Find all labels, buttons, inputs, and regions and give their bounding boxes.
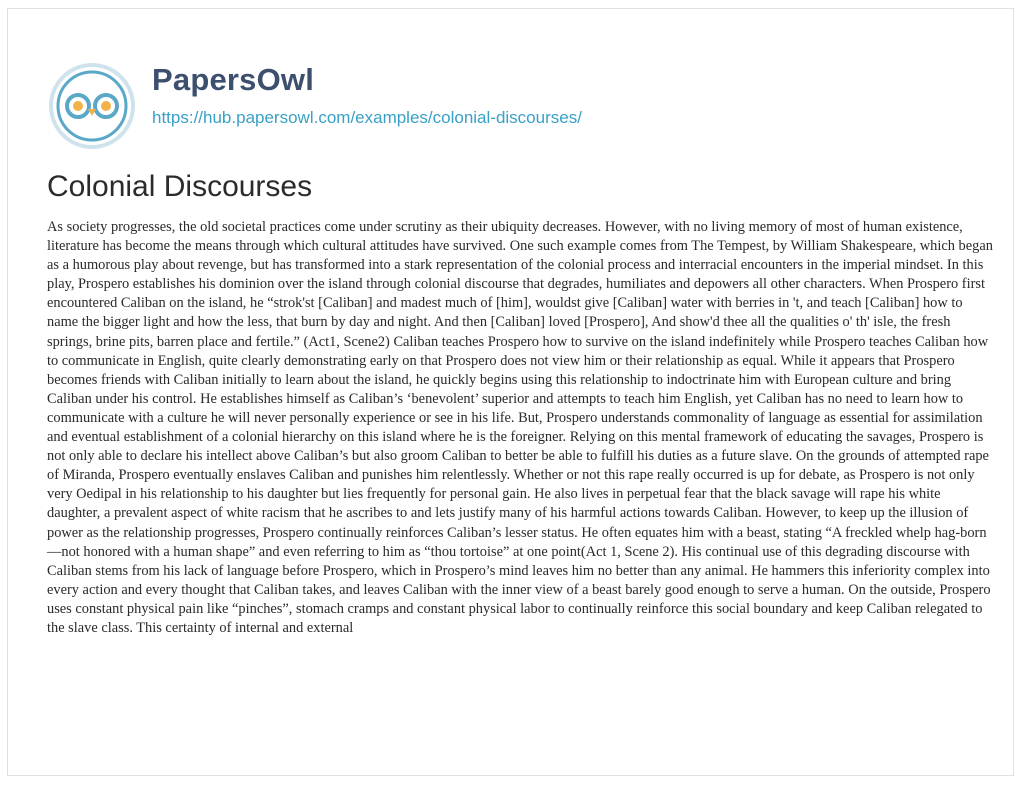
source-url-link[interactable]: https://hub.papersowl.com/examples/colonial-discourses/ [152, 108, 582, 127]
document-title: Colonial Discourses [47, 170, 313, 203]
page-header [0, 0, 1024, 158]
brand-name[interactable]: PapersOwl [152, 62, 315, 97]
owl-logo-icon [48, 62, 136, 150]
document-body: As society progresses, the old societal practices come under scrutiny as their ubiquity decreases. However, with no living memory of most of human existence, literature has become the means through which cultural attitudes have survived. One such example comes from The Tempest, by William Shakespeare, which began as a humorous play about revenge, but has transformed into a stark representation of the colonial process and interracial encounters in the imperial mindset. In this play, Prospero establishes his dominion over the island through colonial discourse that degrades, humiliates and depowers all other characters. When Prospero first encountered Caliban on the island, he “strok'st [Caliban] and madest much of [him], wouldst give [Caliban] water with berries in 't, and teach [Caliban] how to name the bigger light and how the less, that burn by day and night. And then [Caliban] loved [Prospero], And show'd thee all the qualities o' th' isle, the fresh springs, brine pits, barren place and fertile.” (Act1, Scene2) Caliban teaches Prospero how to survive on the island indefinitely while Prospero teaches Caliban how to communicate in English, quite clearly demonstrating early on that Prospero does not view him or their relationship as equal. While it appears that Prospero becomes friends with Caliban initially to learn about the island, he quickly begins using this relationship to indoctrinate him with European culture and bring Caliban under his control. He establishes himself as Caliban’s ‘benevolent’ superior and attempts to teach him English, yet Caliban has no need to learn how to communicate with a culture he will never personally experience or see in his life. But, Prospero understands commonality of language as essential for assimilation and eventual establishment of a colonial hierarchy on this island where he is the foreigner. Relying on this mental framework of educating the savages, Prospero is not only able to declare his intellect above Caliban’s but also groom Caliban to better be able to fulfill his duties as a future slave. On the grounds of attempted rape of Miranda, Prospero eventually enslaves Caliban and punishes him relentlessly. Whether or not this rape really occurred is up for debate, as Prospero is not only very Oedipal in his relationship to his daughter but lies frequently for personal gain. He also lives in perpetual fear that the black savage will rape his white daughter, a prevalent aspect of white racism that he ascribes to and lets justify many of his harmful actions towards Caliban. However, to keep up the illusion of power as the relationship progresses, Prospero continually reinforces Caliban’s lesser status. He often equates him with a beast, stating “A freckled whelp hag-born—not honored with a human shape” and even referring to him as “thou tortoise” at one point(Act 1, Scene 2). His continual use of this degrading discourse with Caliban stems from his lack of language before Prospero, which in Prospero’s mind leaves him no better than any animal. He hammers this inferiority complex into every action and every thought that Caliban takes, and leaves Caliban with the inner view of a beast barely good enough to serve a human. On the outside, Prospero uses constant physical pain like “pinches”, stomach cramps and constant physical labor to continually reinforce this social boundary and keep Caliban relegated to the slave class. This certainty of internal and external [47, 219, 993, 636]
